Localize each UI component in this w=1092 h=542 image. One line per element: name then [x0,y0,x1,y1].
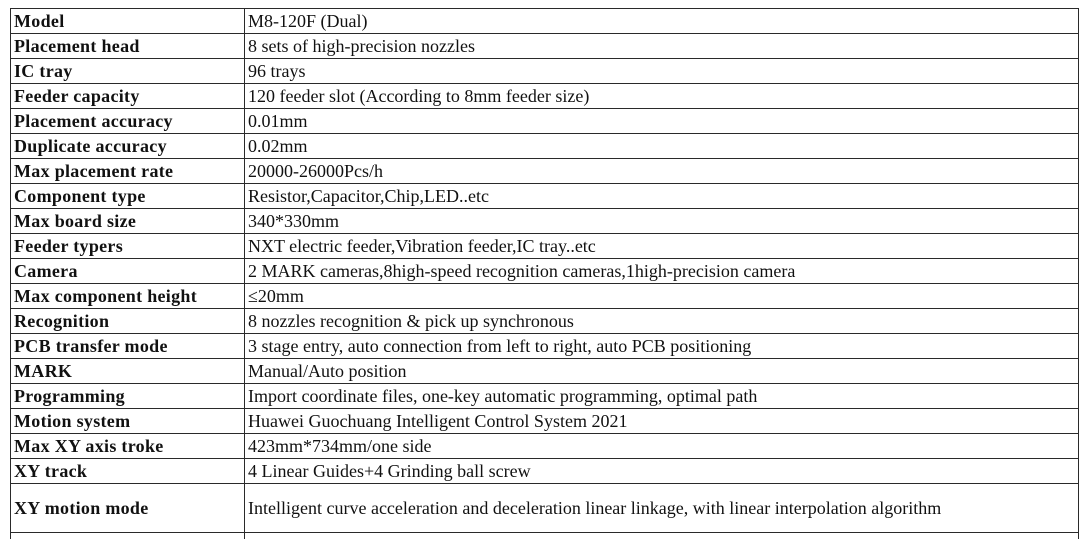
table-row [11,234,1079,259]
spec-label: Max placement rate [11,159,245,184]
empty-cell [245,533,1079,540]
table-row [11,359,1079,384]
spec-label: IC tray [11,59,245,84]
table-row [11,309,1079,334]
spec-label: Max component height [11,284,245,309]
table-row [11,209,1079,234]
table-row [11,134,1079,159]
table-row [11,484,1079,533]
table-row [11,159,1079,184]
spec-value: 423mm*734mm/one side [245,434,1079,459]
spec-value: 8 nozzles recognition & pick up synchronous [245,309,1079,334]
spec-value: Resistor,Capacitor,Chip,LED..etc [245,184,1079,209]
spec-value: 2 MARK cameras,8high-speed recognition cameras,1high-precision camera [245,259,1079,284]
spec-label: Motion system [11,409,245,434]
spec-value: Huawei Guochuang Intelligent Control System 2021 [245,409,1079,434]
spec-label: Feeder capacity [11,84,245,109]
table-row-partial [11,533,1079,540]
spec-table-body [11,9,1079,540]
spec-label: Max XY axis troke [11,434,245,459]
spec-value: NXT electric feeder,Vibration feeder,IC tray..etc [245,234,1079,259]
spec-label: Placement accuracy [11,109,245,134]
table-row [11,434,1079,459]
spec-value: Manual/Auto position [245,359,1079,384]
spec-label: Model [11,9,245,34]
spec-label: MARK [11,359,245,384]
table-row [11,259,1079,284]
spec-value: 4 Linear Guides+4 Grinding ball screw [245,459,1079,484]
spec-value: 0.01mm [245,109,1079,134]
table-row [11,459,1079,484]
spec-label: Camera [11,259,245,284]
spec-value: ≤20mm [245,284,1079,309]
spec-value: M8-120F (Dual) [245,9,1079,34]
table-row [11,34,1079,59]
spec-label: Placement head [11,34,245,59]
spec-label: Recognition [11,309,245,334]
spec-value: 340*330mm [245,209,1079,234]
spec-value: 120 feeder slot (According to 8mm feeder size) [245,84,1079,109]
table-row [11,184,1079,209]
empty-cell [11,533,245,540]
spec-table [10,8,1079,539]
table-row [11,384,1079,409]
spec-label: PCB transfer mode [11,334,245,359]
spec-label: Component type [11,184,245,209]
spec-value: 20000-26000Pcs/h [245,159,1079,184]
spec-value: 3 stage entry, auto connection from left to right, auto PCB positioning [245,334,1079,359]
spec-label: Programming [11,384,245,409]
spec-value: Intelligent curve acceleration and deceleration linear linkage, with linear interpolation algorithm [245,484,1079,533]
table-row [11,84,1079,109]
spec-value: 96 trays [245,59,1079,84]
spec-value: 8 sets of high-precision nozzles [245,34,1079,59]
spec-label: Duplicate accuracy [11,134,245,159]
table-row [11,109,1079,134]
table-row [11,59,1079,84]
spec-label: Max board size [11,209,245,234]
table-row [11,409,1079,434]
table-row [11,9,1079,34]
spec-value: 0.02mm [245,134,1079,159]
spec-label: Feeder typers [11,234,245,259]
spec-label: XY motion mode [11,484,245,533]
spec-value: Import coordinate files, one-key automatic programming, optimal path [245,384,1079,409]
spec-label: XY track [11,459,245,484]
table-row [11,334,1079,359]
table-row [11,284,1079,309]
